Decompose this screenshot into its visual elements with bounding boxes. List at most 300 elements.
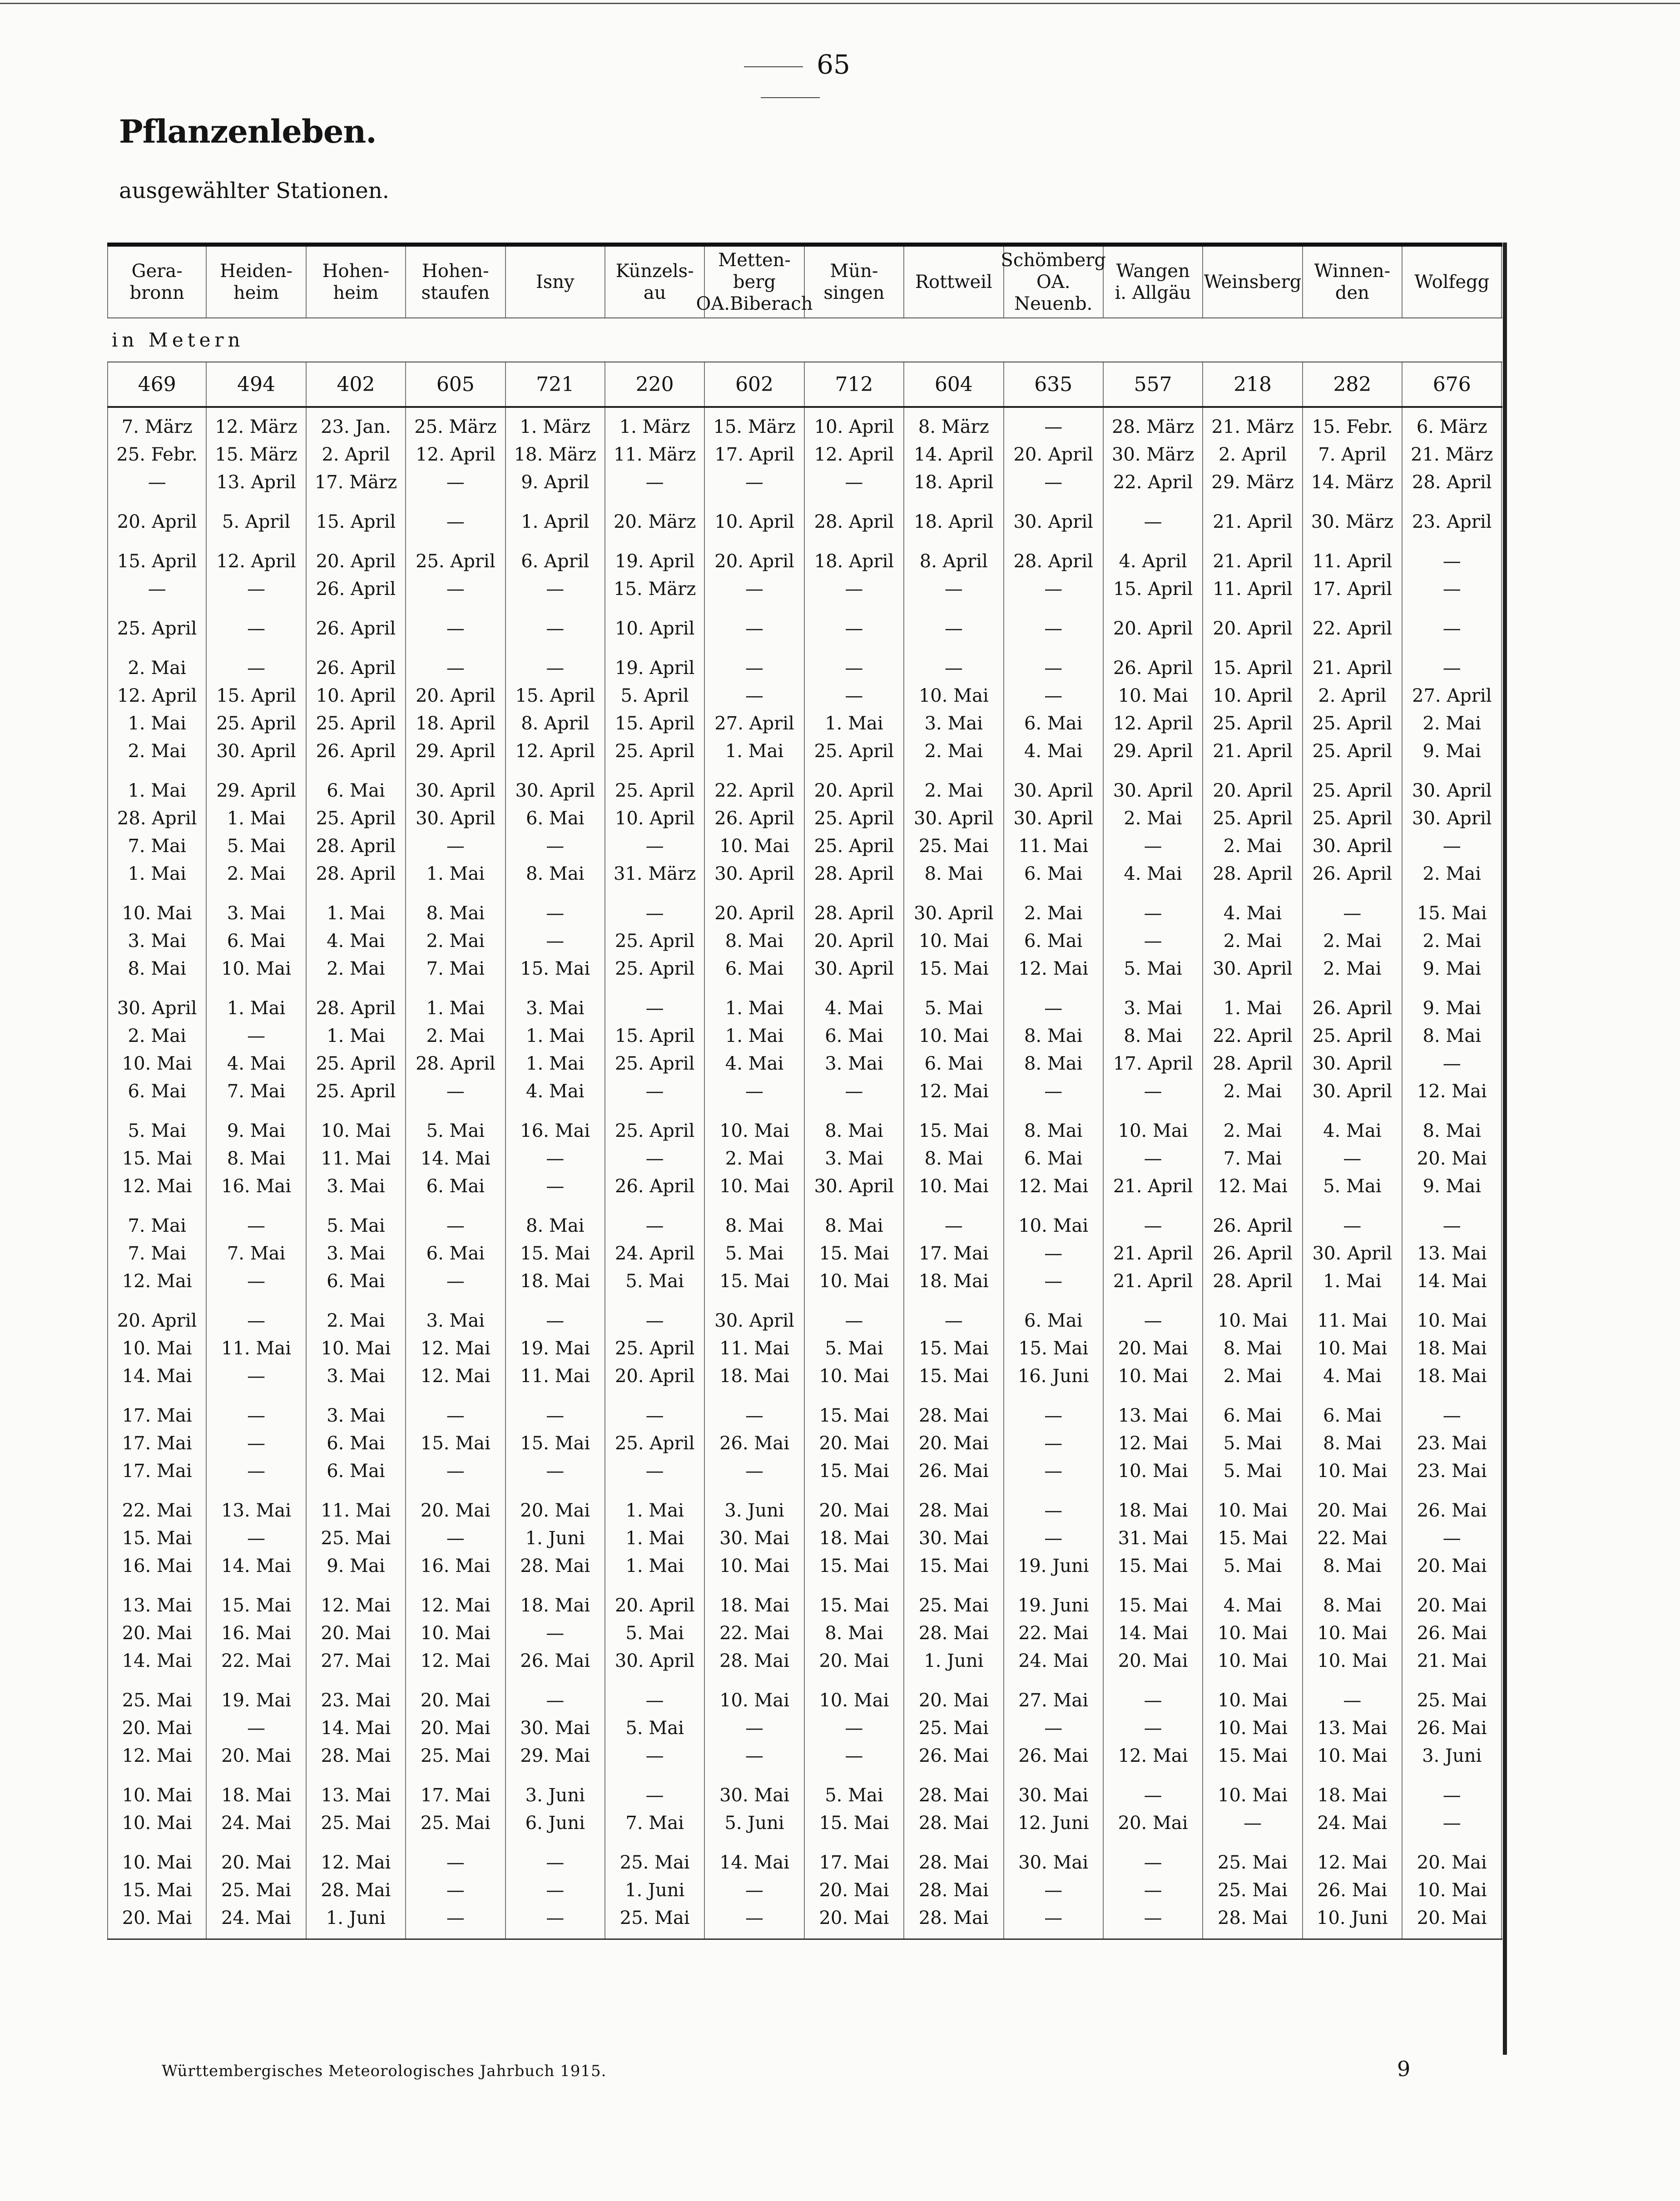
table-top-rule xyxy=(107,243,1502,247)
date-entry: 7. Mai xyxy=(426,958,485,979)
table-row-group xyxy=(107,1112,1502,1207)
table-cell xyxy=(406,1302,505,1397)
date-entry: 1. Juni xyxy=(625,1880,685,1901)
date-entry: 25. April xyxy=(416,551,496,572)
date-entry: 15. Mai xyxy=(520,1243,590,1264)
table-cell xyxy=(605,649,705,772)
date-entry: 6. Mai xyxy=(426,1243,485,1264)
table-cell xyxy=(307,772,406,894)
date-entry: 20. Mai xyxy=(221,1852,292,1873)
date-entry: 10. Mai xyxy=(819,1690,889,1711)
date-entry: 10. April xyxy=(615,618,695,639)
station-altitude: 282 xyxy=(1303,362,1402,406)
date-entry: 30. April xyxy=(1312,1243,1393,1264)
date-entry: 19. Juni xyxy=(1017,1556,1089,1576)
table-cell xyxy=(904,1492,1004,1586)
date-entry: 12. Mai xyxy=(1118,1433,1188,1454)
date-entry: 6. Mai xyxy=(1024,1310,1083,1331)
date-entry: 10. Mai xyxy=(122,903,192,924)
date-entry: 1. Mai xyxy=(526,1026,585,1046)
date-entry: 25. April xyxy=(316,713,396,734)
table-cell xyxy=(1203,894,1303,989)
date-entry: 2. Mai xyxy=(1422,863,1482,884)
date-entry: 23. April xyxy=(1412,511,1492,532)
table-cell xyxy=(1004,1112,1104,1207)
table-cell xyxy=(1402,1586,1502,1681)
station-altitude: 676 xyxy=(1402,362,1502,406)
date-entry: 10. Mai xyxy=(918,1026,989,1046)
date-entry: — xyxy=(645,998,664,1019)
date-entry: 1. Mai xyxy=(128,780,186,801)
table-cell xyxy=(207,610,306,649)
date-entry: 13. Mai xyxy=(221,1500,292,1521)
date-entry: 26. April xyxy=(1312,998,1393,1019)
date-entry: 2. Mai xyxy=(327,958,385,979)
table-row-group xyxy=(107,1397,1502,1492)
date-entry: 20. April xyxy=(1013,444,1093,465)
date-entry: 30. April xyxy=(714,1310,794,1331)
date-entry: 26. Mai xyxy=(520,1651,590,1671)
date-entry: 22. Mai xyxy=(1317,1528,1388,1549)
date-entry: — xyxy=(247,1433,266,1454)
table-cell xyxy=(1203,1844,1303,1938)
table-cell xyxy=(805,1492,904,1586)
table-cell xyxy=(605,1112,705,1207)
date-entry: 20. Mai xyxy=(122,1718,192,1739)
table-cell xyxy=(904,649,1004,772)
date-entry: 17. Mai xyxy=(420,1785,491,1806)
station-altitude: 635 xyxy=(1004,362,1104,406)
date-entry: 29. Mai xyxy=(520,1745,590,1766)
date-entry: 13. Mai xyxy=(1317,1718,1388,1739)
date-entry: 23. Mai xyxy=(1417,1461,1487,1482)
date-entry: 10. Mai xyxy=(1218,1500,1288,1521)
table-cell xyxy=(1303,1586,1402,1681)
date-entry: 3. Mai xyxy=(327,1243,385,1264)
table-cell xyxy=(406,1112,505,1207)
date-entry: 26. April xyxy=(316,741,396,762)
date-entry: — xyxy=(645,1148,664,1169)
date-entry: 30. Mai xyxy=(520,1718,590,1739)
date-entry: 10. Mai xyxy=(1218,1623,1288,1644)
date-entry: 22. April xyxy=(1113,472,1193,493)
date-entry: 7. Mai xyxy=(1223,1148,1282,1169)
date-entry: 3. Mai xyxy=(825,1148,883,1169)
table-cell xyxy=(1104,1302,1203,1397)
table-cell xyxy=(1303,1844,1402,1938)
table-cell xyxy=(1004,1492,1104,1586)
date-entry: 1. Mai xyxy=(625,1528,684,1549)
date-entry: 2. Mai xyxy=(924,741,983,762)
date-entry: 8. Mai xyxy=(924,863,983,884)
table-cell xyxy=(307,503,406,542)
date-entry: — xyxy=(1144,1852,1162,1873)
date-entry: 5. Mai xyxy=(825,1338,883,1359)
date-entry: 3. Mai xyxy=(1124,998,1182,1019)
date-entry: 15. Mai xyxy=(420,1433,491,1454)
date-entry: 25. April xyxy=(615,1120,695,1141)
date-entry: 30. Mai xyxy=(719,1528,789,1549)
date-entry: — xyxy=(1442,618,1461,639)
date-entry: 30. März xyxy=(1111,444,1194,465)
table-cell xyxy=(506,989,605,1112)
date-entry: — xyxy=(546,618,565,639)
date-entry: 10. April xyxy=(714,511,794,532)
date-entry: 7. Mai xyxy=(128,836,186,857)
table-row-group xyxy=(107,1302,1502,1397)
date-entry: 17. Mai xyxy=(122,1405,192,1426)
date-entry: 11. Mai xyxy=(1317,1310,1388,1331)
date-entry: 2. Mai xyxy=(1422,713,1482,734)
date-entry: 26. April xyxy=(1213,1243,1293,1264)
date-entry: 25. April xyxy=(1312,1026,1393,1046)
date-entry: 24. Mai xyxy=(1317,1813,1388,1834)
date-entry: — xyxy=(745,685,764,706)
date-entry: 18. Mai xyxy=(1118,1500,1188,1521)
date-entry: 10. Mai xyxy=(719,1176,789,1197)
date-entry: 15. Mai xyxy=(918,1338,989,1359)
table-cell xyxy=(307,542,406,610)
date-entry: 26. April xyxy=(1213,1215,1293,1236)
date-entry: 10. Mai xyxy=(1218,1785,1288,1806)
table-cell xyxy=(705,610,804,649)
table-cell xyxy=(107,1397,207,1492)
table-cell xyxy=(1004,989,1104,1112)
date-entry: 26. Mai xyxy=(918,1745,989,1766)
date-entry: 14. Mai xyxy=(719,1852,789,1873)
table-cell xyxy=(605,1681,705,1776)
date-entry: 25. April xyxy=(615,780,695,801)
date-entry: 1. Mai xyxy=(725,1026,784,1046)
table-cell xyxy=(307,1207,406,1302)
date-entry: 28. April xyxy=(416,1053,496,1074)
table-cell xyxy=(904,1844,1004,1938)
date-entry: 30. April xyxy=(1013,511,1093,532)
table-cell xyxy=(406,1492,505,1586)
date-entry: 1. Mai xyxy=(526,1053,585,1074)
date-entry: 18. Mai xyxy=(719,1595,789,1616)
date-entry: 3. Mai xyxy=(327,1405,385,1426)
date-entry: 25. April xyxy=(117,618,197,639)
table-cell xyxy=(307,649,406,772)
table-cell xyxy=(1004,610,1104,649)
date-entry: 4. Mai xyxy=(1223,1595,1282,1616)
date-entry: 20. Mai xyxy=(819,1651,889,1671)
date-entry: 1. Mai xyxy=(426,863,485,884)
date-entry: — xyxy=(1442,658,1461,679)
date-entry: 28. April xyxy=(316,836,396,857)
date-entry: 3. Mai xyxy=(924,713,983,734)
table-cell xyxy=(506,503,605,542)
date-entry: 15. April xyxy=(1113,579,1193,600)
date-entry: — xyxy=(645,1461,664,1482)
date-entry: 15. Mai xyxy=(1417,903,1487,924)
table-cell xyxy=(1303,649,1402,772)
table-cell xyxy=(406,894,505,989)
date-entry: 20. Mai xyxy=(1417,1852,1487,1873)
date-entry: 12. Mai xyxy=(918,1081,989,1102)
date-entry: 10. Mai xyxy=(1118,1366,1188,1387)
date-entry: — xyxy=(148,579,166,600)
table-cell xyxy=(307,1302,406,1397)
date-entry: 2. Mai xyxy=(128,741,186,762)
date-entry: 12. Mai xyxy=(1218,1176,1288,1197)
date-entry: 20. April xyxy=(814,931,894,952)
date-entry: 2. Mai xyxy=(1124,808,1182,829)
date-entry: 5. Mai xyxy=(625,1718,684,1739)
date-entry: 15. März xyxy=(713,416,796,437)
table-cell xyxy=(805,1397,904,1492)
date-entry: 18. Mai xyxy=(520,1271,590,1292)
date-entry: 25. Mai xyxy=(918,1718,989,1739)
date-entry: 14. Mai xyxy=(321,1718,391,1739)
date-entry: — xyxy=(446,1405,465,1426)
date-entry: — xyxy=(944,579,963,600)
date-entry: — xyxy=(1442,1053,1461,1074)
date-entry: 5. Mai xyxy=(1223,1461,1282,1482)
date-entry: 25. April xyxy=(1213,808,1293,829)
table-cell xyxy=(1203,1586,1303,1681)
table-cell xyxy=(1402,542,1502,610)
table-cell xyxy=(705,772,804,894)
table-cell xyxy=(207,1207,306,1302)
date-entry: 14. Mai xyxy=(420,1148,491,1169)
date-entry: 10. Mai xyxy=(1118,1461,1188,1482)
date-entry: 10. Mai xyxy=(1218,1690,1288,1711)
table-cell xyxy=(1004,772,1104,894)
date-entry: — xyxy=(944,618,963,639)
date-entry: 1. März xyxy=(520,416,591,437)
table-cell xyxy=(506,408,605,503)
date-entry: 2. Mai xyxy=(128,658,186,679)
date-entry: 20. Mai xyxy=(122,1623,192,1644)
table-cell xyxy=(705,649,804,772)
date-entry: 19. Mai xyxy=(520,1338,590,1359)
table-cell xyxy=(107,1844,207,1938)
date-entry: 25. April xyxy=(615,1433,695,1454)
date-entry: — xyxy=(1144,1718,1162,1739)
date-entry: 1. Juni xyxy=(525,1528,585,1549)
table-cell xyxy=(605,1776,705,1844)
date-entry: 6. April xyxy=(521,551,590,572)
date-entry: 8. Mai xyxy=(924,1148,983,1169)
date-entry: 15. April xyxy=(615,713,695,734)
date-entry: 25. April xyxy=(814,741,894,762)
date-entry: 20. Mai xyxy=(1417,1595,1487,1616)
date-entry: 28. Mai xyxy=(918,1623,989,1644)
date-entry: 9. April xyxy=(521,472,590,493)
station-altitude: 494 xyxy=(207,362,306,406)
table-cell xyxy=(1203,503,1303,542)
date-entry: 6. Mai xyxy=(327,1271,385,1292)
date-entry: 12. April xyxy=(416,444,496,465)
date-entry: 1. Mai xyxy=(227,808,286,829)
date-entry: 10. Mai xyxy=(719,1120,789,1141)
date-entry: 10. Mai xyxy=(122,1785,192,1806)
table-cell xyxy=(1203,772,1303,894)
date-entry: 5. April xyxy=(222,511,291,532)
date-entry: — xyxy=(546,1690,565,1711)
date-entry: 30. April xyxy=(117,998,197,1019)
date-entry: 29. März xyxy=(1211,472,1294,493)
date-entry: 15. Mai xyxy=(1118,1595,1188,1616)
date-entry: 26. Mai xyxy=(1018,1745,1089,1766)
date-entry: 10. Mai xyxy=(719,836,789,857)
date-entry: — xyxy=(944,1215,963,1236)
date-entry: 1. Mai xyxy=(825,713,883,734)
altitude-row xyxy=(107,362,1502,408)
date-entry: 23. Jan. xyxy=(321,416,391,437)
table-cell xyxy=(1303,1492,1402,1586)
table-cell xyxy=(1004,1586,1104,1681)
date-entry: — xyxy=(1044,1461,1063,1482)
table-cell xyxy=(1203,1492,1303,1586)
table-cell xyxy=(1303,610,1402,649)
date-entry: — xyxy=(1144,836,1162,857)
date-entry: — xyxy=(1144,931,1162,952)
date-entry: 20. Mai xyxy=(819,1880,889,1901)
table-cell xyxy=(1104,1844,1203,1938)
station-header: Weinsberg xyxy=(1203,247,1303,317)
table-cell xyxy=(1203,542,1303,610)
date-entry: 25. Mai xyxy=(918,836,989,857)
date-entry: 2. April xyxy=(1218,444,1287,465)
table-cell xyxy=(307,1492,406,1586)
table-cell xyxy=(1303,1112,1402,1207)
table-row-group xyxy=(107,1844,1502,1938)
table-cell xyxy=(406,1776,505,1844)
date-entry: 6. Mai xyxy=(327,1461,385,1482)
table-cell xyxy=(506,1844,605,1938)
table-cell xyxy=(406,1586,505,1681)
date-entry: 30. April xyxy=(416,808,496,829)
date-entry: 22. April xyxy=(714,780,794,801)
table-cell xyxy=(406,408,505,503)
date-entry: 5. Mai xyxy=(625,1623,684,1644)
date-entry: 1. Mai xyxy=(625,1556,684,1576)
date-entry: 25. Mai xyxy=(918,1595,989,1616)
table-row-group xyxy=(107,772,1502,894)
date-entry: 22. April xyxy=(1312,618,1393,639)
table-cell xyxy=(107,772,207,894)
date-entry: 4. Mai xyxy=(227,1053,286,1074)
date-entry: 2. Mai xyxy=(227,863,286,884)
date-entry: 8. Mai xyxy=(1422,1026,1482,1046)
table-cell xyxy=(705,1681,804,1776)
date-entry: 1. Mai xyxy=(227,998,286,1019)
date-entry: 21. März xyxy=(1211,416,1294,437)
table-cell xyxy=(904,1397,1004,1492)
date-entry: 8. Mai xyxy=(1323,1556,1382,1576)
right-rule xyxy=(1503,243,1507,2055)
date-entry: 17. Mai xyxy=(122,1461,192,1482)
table-cell xyxy=(107,1207,207,1302)
date-entry: 25. April xyxy=(1312,741,1393,762)
date-entry: 8. Mai xyxy=(1024,1120,1083,1141)
date-entry: 1. März xyxy=(619,416,690,437)
date-entry: 8. Mai xyxy=(1323,1433,1382,1454)
date-entry: 6. Mai xyxy=(128,1081,186,1102)
date-entry: 30. April xyxy=(1213,958,1293,979)
table-cell xyxy=(107,503,207,542)
date-entry: 3. Juni xyxy=(724,1500,784,1521)
date-entry: 21. April xyxy=(1113,1176,1193,1197)
date-entry: 18. Mai xyxy=(221,1785,292,1806)
table-cell xyxy=(1203,1302,1303,1397)
date-entry: 1. Mai xyxy=(625,1500,684,1521)
date-entry: 10. Mai xyxy=(1317,1623,1388,1644)
date-entry: — xyxy=(247,1405,266,1426)
date-entry: 2. Mai xyxy=(1323,931,1382,952)
table-cell xyxy=(506,1681,605,1776)
date-entry: 1. Mai xyxy=(128,713,186,734)
table-cell xyxy=(406,649,505,772)
table-cell xyxy=(1004,1397,1104,1492)
table-cell xyxy=(605,989,705,1112)
table-cell xyxy=(1203,989,1303,1112)
date-entry: 20. Mai xyxy=(420,1718,491,1739)
table-cell xyxy=(1004,542,1104,610)
date-entry: 24. April xyxy=(615,1243,695,1264)
table-cell xyxy=(904,989,1004,1112)
table-cell xyxy=(805,1207,904,1302)
date-entry: 28. Mai xyxy=(918,1405,989,1426)
date-entry: — xyxy=(645,1215,664,1236)
date-entry: 8. Mai xyxy=(1024,1053,1083,1074)
table-cell xyxy=(506,1776,605,1844)
date-entry: — xyxy=(1144,1215,1162,1236)
date-entry: 12. Mai xyxy=(321,1595,391,1616)
date-entry: 2. Mai xyxy=(1223,1366,1282,1387)
table-cell xyxy=(307,894,406,989)
date-entry: 15. Mai xyxy=(819,1813,889,1834)
date-entry: 28. April xyxy=(814,863,894,884)
date-entry: — xyxy=(1044,1271,1063,1292)
date-entry: 10. Mai xyxy=(321,1338,391,1359)
date-entry: 12. Mai xyxy=(122,1271,192,1292)
date-entry: — xyxy=(745,1745,764,1766)
date-entry: 12. Mai xyxy=(1317,1852,1388,1873)
table-cell xyxy=(207,1492,306,1586)
date-entry: 12. Mai xyxy=(122,1176,192,1197)
table-cell xyxy=(1402,894,1502,989)
date-entry: 18. Mai xyxy=(1417,1366,1487,1387)
table-cell xyxy=(705,894,804,989)
date-entry: 20. Mai xyxy=(819,1433,889,1454)
phenology-table xyxy=(107,243,1502,1940)
date-entry: 2. April xyxy=(322,444,390,465)
date-entry: 25. April xyxy=(615,741,695,762)
table-cell xyxy=(1402,1492,1502,1586)
date-entry: 16. Mai xyxy=(221,1176,292,1197)
table-cell xyxy=(307,1776,406,1844)
station-header: Hohen- heim xyxy=(307,247,406,317)
date-entry: 15. Mai xyxy=(918,1556,989,1576)
table-cell xyxy=(1303,1776,1402,1844)
date-entry: 30. April xyxy=(416,780,496,801)
date-entry: 3. Mai xyxy=(327,1176,385,1197)
date-entry: 18. April xyxy=(814,551,894,572)
unit-label: in Metern xyxy=(107,318,1502,362)
table-cell xyxy=(904,1681,1004,1776)
table-cell xyxy=(805,1776,904,1844)
date-entry: 3. Mai xyxy=(526,998,585,1019)
station-altitude: 402 xyxy=(307,362,406,406)
station-header: Metten- berg OA.Biberach xyxy=(705,247,804,317)
date-entry: — xyxy=(1044,472,1063,493)
date-entry: 1. Mai xyxy=(725,998,784,1019)
table-cell xyxy=(1402,772,1502,894)
